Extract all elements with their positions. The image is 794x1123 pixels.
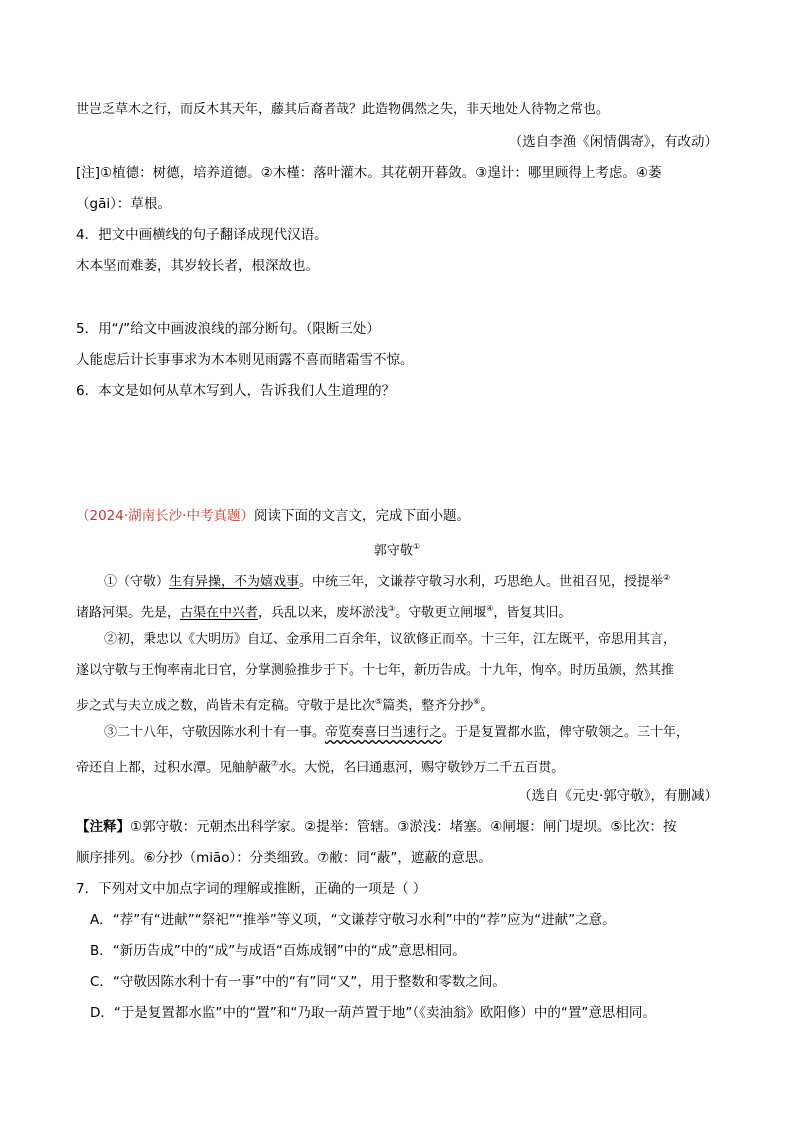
note-text: ①郭守敬：元朝杰出科学家。②提举：管辖。③淤浅：堵塞。④闸堰：闸门堤坝。⑤比次：按 [130, 819, 677, 835]
question-7-prompt: 7．下列对文中加点字词的理解或推断，正确的一项是（ ） [76, 881, 427, 897]
note-mark: ③ [388, 604, 396, 613]
question-4-sentence: 木本坚而难萎，其岁较长者，根深故也。 [76, 258, 319, 274]
section2-instruction: 阅读下面的文言文，完成下面小题。 [253, 508, 470, 524]
underlined-sentence: 生有异操，不为嬉戏事 [169, 574, 300, 590]
question-4-prompt: 4．把文中画横线的句子翻译成现代汉语。 [76, 227, 328, 243]
note-mark: ⑤ [375, 697, 383, 706]
note-label: 【注释】 [76, 819, 130, 835]
text-span: 。守敬更立闸堰 [395, 605, 487, 621]
note-mark: ② [663, 573, 671, 582]
passage2-title [0, 537, 794, 561]
passage1-note-line1: [注]①植德：树德，培养道德。②木槿：落叶灌木。其花朝开暮敛。③遑计：哪里顾得上考虑。④萎 [76, 165, 662, 181]
note-mark: ⑥ [473, 697, 481, 706]
passage1-source: （选自李渔《闲情偶寄》，有改动） [508, 134, 718, 150]
title-note-mark: ① [412, 542, 421, 551]
exam-tag-close: ） [240, 508, 254, 524]
question-5-prompt: 5．用“/”给文中画波浪线的部分断句。（限断三处） [76, 321, 380, 337]
passage2-p1-line1 [104, 568, 670, 592]
passage2-p1-line2 [76, 599, 571, 623]
wavy-underlined-phrase: 帝览奏喜曰当速行之 [325, 725, 443, 740]
note-mark: ⑦ [271, 759, 279, 768]
passage2-note-line2: 顺序排列。⑥分抄（miāo）：分类细致。⑦敝：同“蔽”，遮蔽的意思。 [76, 850, 492, 866]
text-span: 。 [480, 698, 494, 714]
note-mark: ④ [486, 604, 494, 613]
text-span: 篇类，整齐分抄 [382, 698, 474, 714]
text-span: ，皆复其旧。 [493, 605, 572, 621]
question-5-sentence: 人能虑后计长事事求为木本则见雨露不喜而睹霜雪不惊。 [76, 352, 414, 368]
question-7-option-b[interactable]: B．“新历告成”中的“成”与成语“百炼成钢”中的“成”意思相同。 [90, 943, 466, 959]
question-7-option-a[interactable]: A．“荐”有“进献”“祭祀”“推举”等义项，“文谦荐守敬习水利”中的“荐”应为“进献”之意。 [90, 912, 616, 928]
question-6-prompt: 6．本文是如何从草木写到人，告诉我们人生道理的？ [76, 383, 396, 399]
text-span: 步之式与夫立成之数，尚皆未有定稿。守敬于是比次 [76, 698, 376, 714]
passage1-line: 世岂乏草木之行，而反木其天年，藤其后裔者哉？此造物偶然之失，非天地处人待物之常也。 [76, 102, 610, 117]
exam-tag: 湖南长沙·中考真题 [128, 508, 241, 524]
text-span: 诸路河渠。先是， [76, 605, 181, 621]
passage1-note-line2: （gāi）：草根。 [76, 196, 171, 212]
exam-tag-open: （2024· [76, 508, 129, 524]
title-text: 郭守敬 [373, 543, 413, 559]
text-span: 水。大悦，名曰通惠河，赐守敬钞万二千五百贯。 [278, 760, 565, 776]
text-span: 。中统三年，文谦荐守敬习水利，巧思绝人。世祖召见，授提举 [299, 574, 664, 590]
passage2-note-line1 [76, 817, 677, 837]
passage2-p2-line2: 遂以守敬与王恂率南北日官，分掌测验推步于下。十七年，新历告成。十九年，恂卒。时历虽颁，然其推 [76, 663, 675, 678]
text-span: ①（守敬） [104, 574, 170, 590]
passage2-p3-line1 [104, 723, 689, 743]
passage2-p2-line1: ②初，秉忠以《大明历》自辽、金承用二百余年，议欲修正而卒。十三年，江左既平，帝思用其言， [104, 632, 677, 647]
passage2-p2-line3 [76, 692, 493, 716]
text-span: 。于是复置都水监，俾守敬领之。三十年， [442, 725, 690, 740]
question-7-option-c[interactable]: C．“守敬因陈水利十有一事”中的“有”同“又”，用于整数和零数之间。 [90, 974, 506, 990]
underlined-phrase: 古渠在中兴者 [180, 605, 259, 621]
passage2-source: （选自《元史·郭守敬》，有删减） [517, 788, 718, 804]
text-span: ，兵乱以来，废坏淤浅 [258, 605, 389, 621]
section2-header [76, 506, 470, 526]
passage2-p3-line2 [76, 754, 564, 778]
question-7-option-d[interactable]: D．“于是复置都水监”中的“置”和“乃取一葫芦置于地”（《卖油翁》欧阳修）中的“置”意思相同。 [90, 1005, 656, 1021]
text-span: 帝还自上都，过积水潭。见舳舻蔽 [76, 760, 272, 776]
text-span: ③二十八年，守敬因陈水利十有一事。 [104, 725, 326, 740]
